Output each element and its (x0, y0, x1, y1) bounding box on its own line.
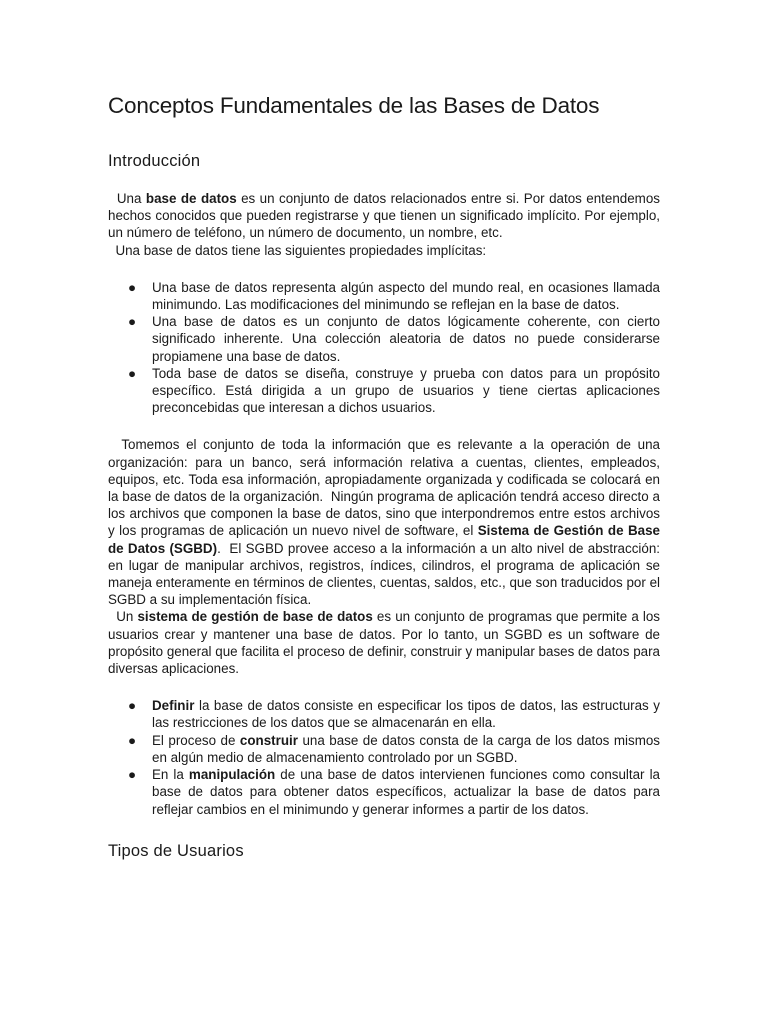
list-item (108, 313, 660, 365)
list-item-bold: construir (239, 732, 298, 748)
operations-list (108, 697, 660, 817)
list-item-post: la base de datos consiste en especificar los tipos de datos, las estructuras y las restricciones de los datos que se almacenarán en ella. (152, 698, 660, 731)
document-title: Conceptos Fundamentales de las Bases de Datos (108, 93, 600, 118)
sgbd-text-1: Un (108, 609, 138, 625)
list-item-text: Una base de datos es un conjunto de datos lógicamente coherente, con cierto significado inherente. Una colección aleatoria de datos no puede considerarse propiamene una base de datos. (152, 314, 660, 364)
bullet-icon: ● (128, 279, 137, 295)
properties-list (108, 279, 660, 417)
bullet-icon: ● (128, 365, 137, 381)
list-item-pre: El proceso de (152, 732, 240, 748)
bullet-icon: ● (128, 767, 137, 783)
list-item (108, 365, 660, 417)
bullet-icon: ● (128, 698, 137, 714)
list-item-pre: En la (152, 767, 189, 783)
section-heading-introduccion: Introducción (108, 152, 201, 170)
intro-paragraph (108, 190, 660, 242)
intro-text-1: Una (108, 191, 146, 206)
intro-properties-text: Una base de datos tiene las siguientes propiedades implícitas: (108, 242, 487, 258)
sgbd-bold-term: Sistema de Gestión de Base de Datos (SGBD) (108, 523, 661, 556)
list-item-text: Una base de datos representa algún aspecto del mundo real, en ocasiones llamada minimundo. Las modificaciones del minimundo se reflejan en la base de datos. (152, 279, 660, 313)
list-item (108, 697, 660, 731)
sgbd-text-2: es un conjunto de programas que permite a los usuarios crear y mantener una base de datos. Por lo tanto, un SGBD es un software de propósito general que facilita el proceso de definir, construir y manipular bases de datos para diversas aplicaciones. (108, 609, 661, 677)
intro-bold-term: base de datos (145, 191, 237, 206)
list-item-bold: manipulación (188, 767, 276, 783)
list-item-post: de una base de datos intervienen funciones como consultar la base de datos para obtener datos específicos, actualizar la base de datos para reflejar cambios en el minimundo y generar informes a partir de los datos. (152, 767, 660, 817)
list-item-text: Toda base de datos se diseña, construye y prueba con datos para un propósito específico. Está dirigida a un grupo de usuarios y tiene ciertas aplicaciones preconcebidas que interesan a dichos usuarios. (152, 365, 660, 416)
bullet-icon: ● (128, 732, 137, 748)
list-item (108, 766, 660, 818)
list-item-post: una base de datos consta de la carga de los datos mismos en algún medio de almacenamiento controlado por un SGBD. (152, 732, 660, 765)
organization-paragraph (108, 436, 664, 608)
organization-text-1: Tomemos el conjunto de toda la información que es relevante a la operación de una organización: para un banco, será información relativa a cuentas, clientes, empleados, equipos, etc. Toda esa información, apropiadamente organizada y codificada se colocará en la base de datos de la organización. Ningún programa de aplicación tendrá acceso directo a los archivos que componen la base de datos, sino que interpondremos entre estos archivos y los programas de aplicación un nuevo nivel de software, el (108, 437, 664, 539)
list-item (108, 279, 660, 313)
intro-text-2: es un conjunto de datos relacionados entre si. Por datos entendemos hechos conocidos que pueden registrarse y que tienen un significado implícito. Por ejemplo, un número de teléfono, un número de documento, un nombre, etc. (108, 191, 660, 241)
bullet-icon: ● (128, 314, 137, 330)
sgbd-definition-bold-term: sistema de gestión de base de datos (137, 609, 373, 625)
list-item (108, 732, 660, 766)
organization-text-2: . El SGBD provee acceso a la información a un alto nivel de abstracción: en lugar de manipular archivos, registros, índices, cilindros, el programa de aplicación se maneja enteramente en términos de clientes, cuentas, saldos, etc., que son traducidos por el SGBD a su implementación física. (108, 540, 664, 608)
sgbd-definition-paragraph (108, 608, 660, 677)
list-item-bold: Definir (152, 698, 195, 714)
section-heading-tipos-de-usuarios: Tipos de Usuarios (108, 841, 244, 860)
intro-properties-line (108, 242, 660, 259)
